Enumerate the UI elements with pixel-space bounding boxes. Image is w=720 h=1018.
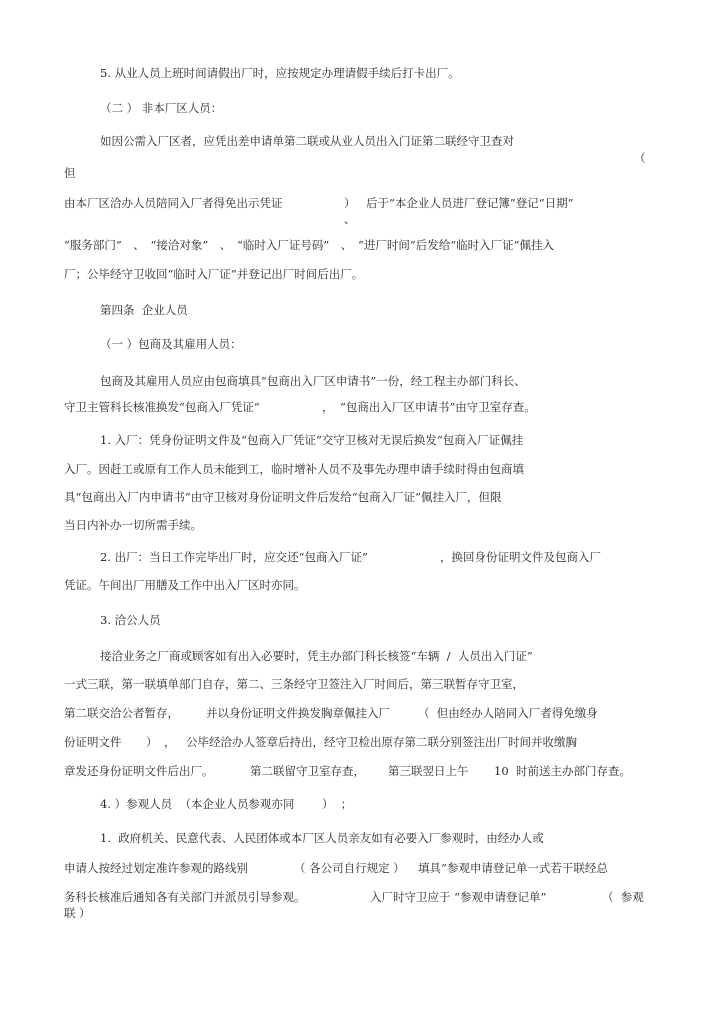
text-line: （ 但由经办人陪同入厂者得免缴身 bbox=[418, 706, 598, 720]
text-line: 公毕经洽办人签章后持出，经守卫检出原存第二联分别签注出厂时间并收缴胸 bbox=[186, 735, 577, 749]
text-line: 3. 洽公人员 bbox=[100, 613, 161, 627]
text-line: 1. 入厂：凭身份证明文件及“包商入厂凭证”交守卫核对无误后换发“包商入厂证佩挂 bbox=[100, 433, 524, 447]
text-line: 后于“本企业人员进厂登记簿”登记“日期” bbox=[366, 196, 574, 210]
text-line: 并以身份证明文件换发胸章佩挂入厂 bbox=[206, 706, 390, 720]
text-line: 1. 政府机关、民意代表、人民团体或本厂区人员亲友如有必要入厂参观时，由经办人或 bbox=[100, 831, 544, 845]
text-line: 、 bbox=[344, 212, 356, 226]
text-line: 凭证。午间出厂用膳及工作中出入厂区时亦同。 bbox=[64, 578, 306, 592]
text-line: 填具“参观申请登记单一式若干联经总 bbox=[418, 861, 608, 875]
text-line: 第三联翌日上午 bbox=[388, 764, 469, 778]
text-line: ， bbox=[164, 735, 176, 749]
text-line: 联 ） bbox=[64, 906, 91, 920]
text-line: “服务部门” 、 “接洽对象” 、 “临时入厂证号码” 、 “进厂时间”后发给“临时入厂证”佩挂入 bbox=[64, 238, 555, 252]
text-line: ，换回身份证明文件及包商入厂 bbox=[440, 550, 601, 564]
text-line: 章发还身份证明文件后出厂。 bbox=[64, 764, 214, 778]
text-line: （ 参观 bbox=[602, 890, 644, 904]
text-line: ） ； bbox=[322, 797, 353, 811]
text-line: 4. ）参观人员 （本企业人员参观亦同 bbox=[100, 797, 295, 811]
text-line: 份证明文件 bbox=[64, 735, 122, 749]
text-line: 一式三联，第一联填单部门自存，第二、三条经守卫签注入厂时间后，第三联暂存守卫室， bbox=[64, 677, 524, 691]
text-line: ， bbox=[322, 400, 334, 414]
text-line: 入厂时守卫应于 “参观申请登记单” bbox=[370, 890, 547, 904]
text-line: 守卫主管科长核准换发“包商入厂凭证” bbox=[64, 400, 260, 414]
text-line: 申请人按经过划定准许参观的路线别 bbox=[64, 861, 248, 875]
text-line: 务科长核准后通知各有关部门并派员引导参观。 bbox=[64, 890, 306, 904]
text-line: 如因公需入厂区者，应凭出差申请单第二联或从业人员出入门证第二联经守卫查对 bbox=[100, 134, 514, 148]
section-heading: 第四条 企业人员 bbox=[100, 303, 188, 317]
text-line: 包商及其雇用人员应由包商填具“包商出入厂区申请书”一份，经工程主办部门科长、 bbox=[100, 374, 526, 388]
text-line: 10 时前送主办部门存查。 bbox=[494, 764, 631, 778]
text-line: ） bbox=[344, 196, 356, 210]
text-line: 当日内补办一切所需手续。 bbox=[64, 518, 202, 532]
text-line: 由本厂区洽办人员陪同入厂者得免出示凭证 bbox=[64, 196, 283, 210]
text-line: 5. 从业人员上班时间请假出厂时，应按规定办理请假手续后打卡出厂。 bbox=[100, 66, 460, 80]
text-line: 2. 出厂：当日工作完毕出厂时，应交还“包商入厂证” bbox=[100, 550, 368, 564]
text-line: （ 各公司自行规定 ） bbox=[294, 861, 405, 875]
text-line: ） bbox=[146, 735, 158, 749]
text-line: （二 ） 非本厂区人员： bbox=[100, 101, 223, 115]
text-line: 接洽业务之厂商或顾客如有出入必要时，凭主办部门科长核签“车辆 / 人员出入门证” bbox=[100, 649, 533, 663]
text-line: （ bbox=[634, 151, 646, 165]
text-line: 厂；公毕经守卫收回“临时入厂证”并登记出厂时间后出厂。 bbox=[64, 267, 364, 281]
text-line: “包商出入厂区申请书”由守卫室存查。 bbox=[340, 400, 536, 414]
text-line: 入厂。因赶工或原有工作人员未能到工，临时增补人员不及事先办理申请手续时得由包商填 bbox=[64, 462, 524, 476]
text-line: 具“包商出入厂内申请书”由守卫核对身份证明文件后发给“包商入厂证”佩挂入厂，但限 bbox=[64, 490, 502, 504]
text-line: 第二联交洽公者暂存， bbox=[64, 706, 179, 720]
text-line: 第二联留守卫室存查， bbox=[250, 764, 365, 778]
text-line: （一 ）包商及其雇用人员： bbox=[100, 337, 242, 351]
text-line: 但 bbox=[64, 166, 76, 180]
